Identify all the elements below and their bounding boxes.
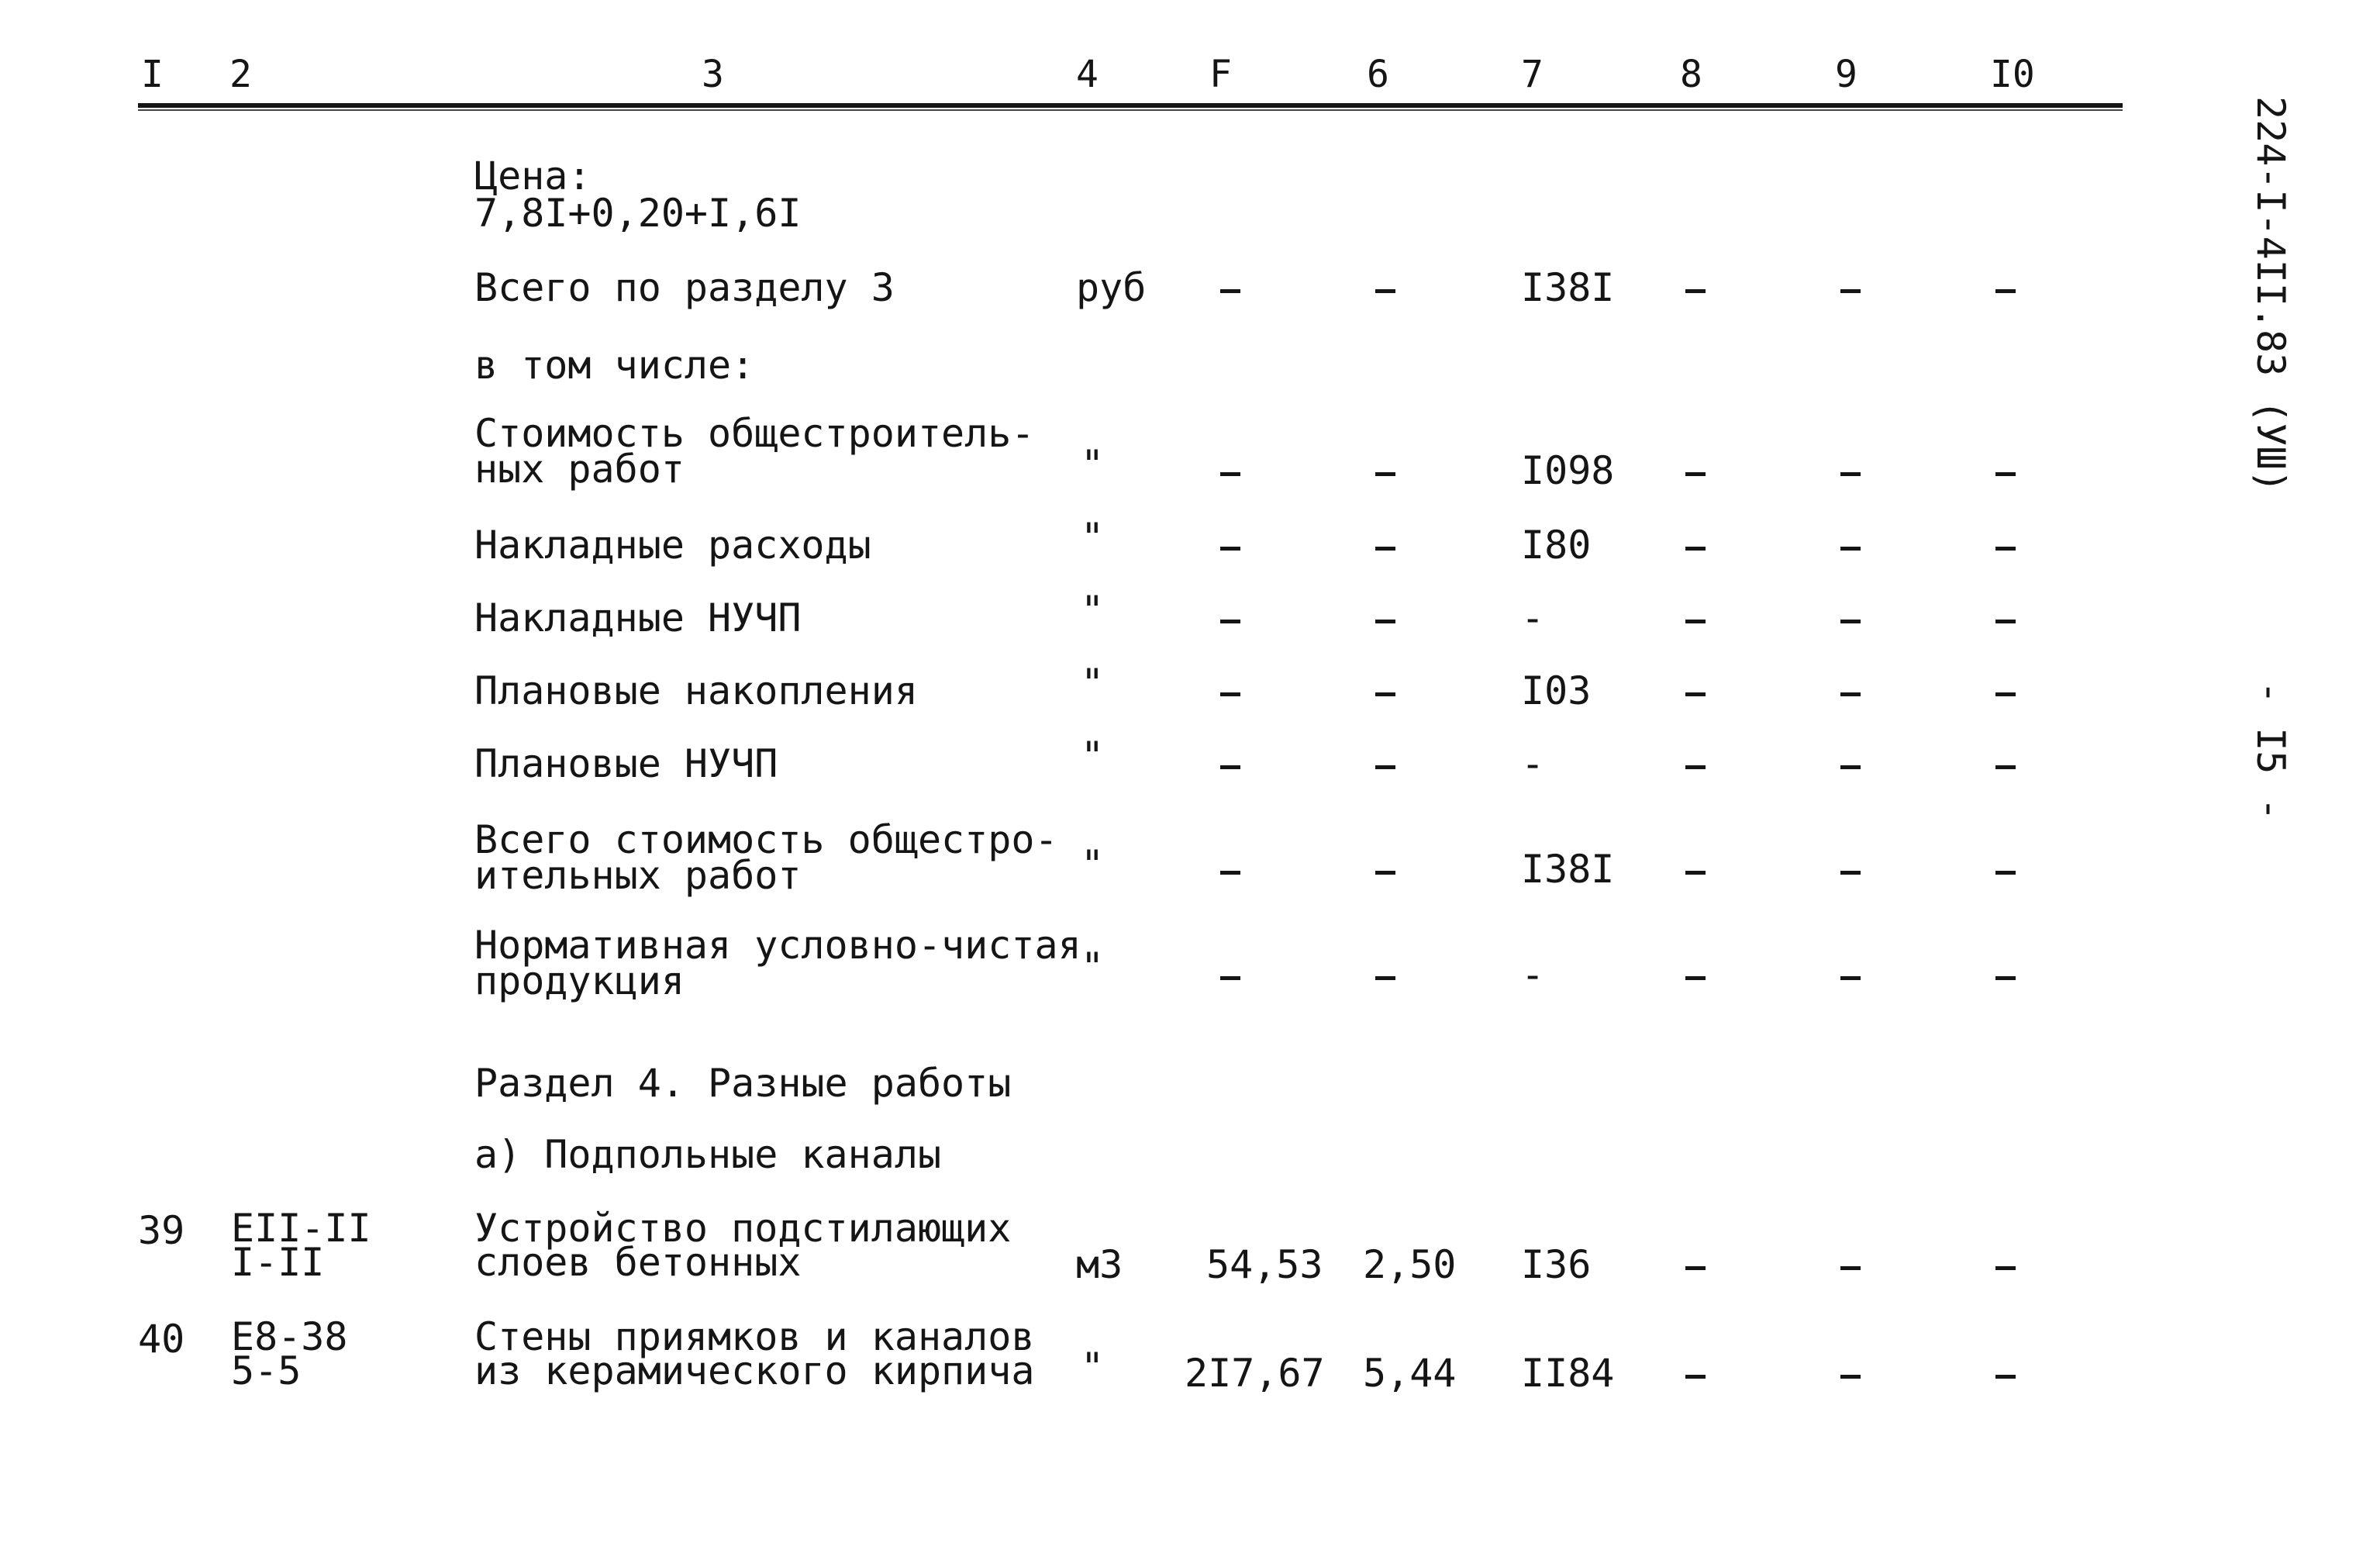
row-normative-product-text: Нормативная условно-чистая продукция <box>474 923 1081 1003</box>
empty-cell-dash <box>1375 620 1395 623</box>
empty-cell-dash <box>1375 289 1395 293</box>
section4-title: Раздел 4. Разные работы <box>474 1061 1012 1106</box>
empty-cell-dash <box>1840 765 1861 769</box>
empty-cell-dash <box>1840 289 1861 293</box>
item-40-c7: II84 <box>1521 1351 1615 1396</box>
row-overhead-text: Накладные расходы <box>474 523 871 568</box>
row-normative-product-c7: - <box>1521 952 1545 997</box>
document-code: 224-I-4II.83 (УШ) <box>2248 96 2293 493</box>
item-40-c6: 5,44 <box>1363 1351 1457 1396</box>
col-header-8: 8 <box>1680 53 1702 96</box>
empty-cell-dash <box>1995 472 2016 476</box>
col-header-4: 4 <box>1076 53 1099 96</box>
row-total-general-c7: I38I <box>1521 847 1615 892</box>
empty-cell-dash <box>1685 765 1706 769</box>
empty-cell-dash <box>1840 692 1861 696</box>
col-header-2: 2 <box>229 53 252 96</box>
row-general-construction-unit: " <box>1081 442 1105 487</box>
row-planned-nuchp-text: Плановые НУЧП <box>474 741 778 786</box>
header-rule-thin <box>138 109 2123 111</box>
empty-cell-dash <box>1220 289 1240 293</box>
empty-cell-dash <box>1995 547 2016 551</box>
empty-cell-dash <box>1840 547 1861 551</box>
empty-cell-dash <box>1375 765 1395 769</box>
col-header-1: I <box>141 53 164 96</box>
empty-cell-dash <box>1220 472 1240 476</box>
item-40-unit: " <box>1081 1345 1105 1390</box>
empty-cell-dash <box>1375 472 1395 476</box>
col-header-6: 6 <box>1367 53 1389 96</box>
row-overhead-c7: I80 <box>1521 523 1592 568</box>
row-total-section3-text: Всего по разделу 3 <box>474 265 895 310</box>
item-40-num: 40 <box>138 1317 185 1362</box>
row-planned-savings-c7: I03 <box>1521 668 1592 713</box>
row-normative-product-unit: " <box>1081 944 1105 989</box>
item-39-c7: I36 <box>1521 1242 1592 1287</box>
row-planned-nuchp-c7: - <box>1521 741 1545 786</box>
empty-cell-dash <box>1995 1266 2016 1270</box>
empty-cell-dash <box>1375 871 1395 875</box>
row-general-construction-c7: I098 <box>1521 448 1615 493</box>
item-39-c6: 2,50 <box>1363 1242 1457 1287</box>
row-planned-savings-text: Плановые накопления <box>474 668 918 713</box>
empty-cell-dash <box>1685 1375 1706 1379</box>
empty-cell-dash <box>1995 1375 2016 1379</box>
col-header-7: 7 <box>1521 53 1544 96</box>
row-total-section3-unit: руб <box>1076 265 1147 310</box>
page-number: - I5 - <box>2248 681 2293 821</box>
empty-cell-dash <box>1685 976 1706 980</box>
row-total-general-unit: " <box>1081 842 1105 887</box>
row-overhead-unit: " <box>1081 515 1105 560</box>
empty-cell-dash <box>1840 976 1861 980</box>
empty-cell-dash <box>1685 289 1706 293</box>
row-total-section3-c7: I38I <box>1521 265 1615 310</box>
empty-cell-dash <box>1995 692 2016 696</box>
item-39-num: 39 <box>138 1208 185 1253</box>
item-39-text: Устройство подстилающих слоев бетонных <box>474 1206 1012 1285</box>
empty-cell-dash <box>1995 765 2016 769</box>
col-header-3: 3 <box>702 53 724 96</box>
empty-cell-dash <box>1220 692 1240 696</box>
empty-cell-dash <box>1685 1266 1706 1270</box>
col-header-5: F <box>1209 53 1232 96</box>
empty-cell-dash <box>1220 547 1240 551</box>
empty-cell-dash <box>1995 289 2016 293</box>
empty-cell-dash <box>1220 871 1240 875</box>
price-label: Цена: <box>474 154 592 199</box>
row-total-general-text: Всего стоимость общестро- ительных работ <box>474 817 1058 898</box>
price-formula: 7,8I+0,20+I,6I <box>474 191 802 236</box>
empty-cell-dash <box>1840 1375 1861 1379</box>
header-rule <box>138 103 2123 108</box>
empty-cell-dash <box>1840 620 1861 623</box>
row-overhead-nuchp-unit: " <box>1081 588 1105 633</box>
item-39-unit: м3 <box>1076 1242 1123 1287</box>
row-overhead-nuchp-text: Накладные НУЧП <box>474 596 802 640</box>
empty-cell-dash <box>1220 765 1240 769</box>
col-header-9: 9 <box>1835 53 1857 96</box>
empty-cell-dash <box>1685 692 1706 696</box>
empty-cell-dash <box>1685 620 1706 623</box>
empty-cell-dash <box>1995 871 2016 875</box>
item-40-code: E8-38 5-5 <box>231 1314 348 1393</box>
row-overhead-nuchp-c7: - <box>1521 596 1545 640</box>
empty-cell-dash <box>1995 620 2016 623</box>
item-40-c5: 2I7,67 <box>1185 1351 1325 1396</box>
item-39-code: EII-II I-II <box>231 1206 371 1285</box>
item-40-text: Стены приямков и каналов из керамического кирпича <box>474 1314 1035 1393</box>
empty-cell-dash <box>1220 976 1240 980</box>
empty-cell-dash <box>1685 547 1706 551</box>
item-39-c5: 54,53 <box>1206 1242 1323 1287</box>
row-including-text: в том числе: <box>474 343 755 388</box>
empty-cell-dash <box>1685 871 1706 875</box>
empty-cell-dash <box>1375 692 1395 696</box>
col-header-10: I0 <box>1990 53 2035 96</box>
empty-cell-dash <box>1995 976 2016 980</box>
row-planned-nuchp-unit: " <box>1081 734 1105 778</box>
empty-cell-dash <box>1375 976 1395 980</box>
empty-cell-dash <box>1840 871 1861 875</box>
empty-cell-dash <box>1220 620 1240 623</box>
empty-cell-dash <box>1840 472 1861 476</box>
empty-cell-dash <box>1840 1266 1861 1270</box>
empty-cell-dash <box>1685 472 1706 476</box>
row-planned-savings-unit: " <box>1081 661 1105 706</box>
section4-subtitle: а) Подпольные каналы <box>474 1132 942 1177</box>
row-general-construction-text: Стоимость общестроитель- ных работ <box>474 411 1035 492</box>
empty-cell-dash <box>1375 547 1395 551</box>
